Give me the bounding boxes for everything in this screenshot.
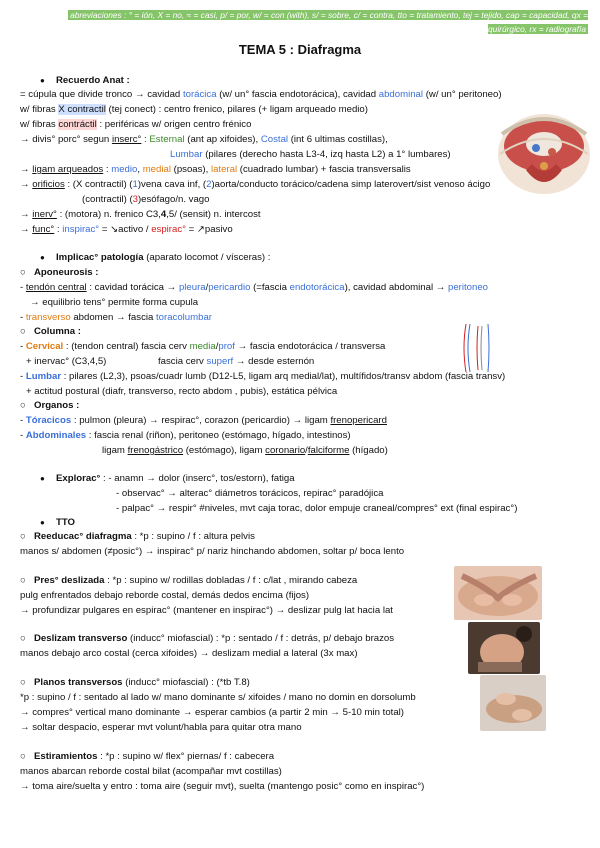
deslizam-line-2: manos debajo arco costal (cerca xifoides) → deslizam medial a lateral (3x max) (20, 648, 358, 659)
pres-deslizada-heading: ○ Pres° deslizada : *p : supino w/ rodillas dobladas / f : c/lat , mirando cabeza (34, 574, 357, 587)
tto-heading: ● TTO (56, 516, 75, 529)
recuerdo-line-7: → orificios : (X contractil) (1)vena cava inf, (2)aorta/conducto torácico/cadena simp laterovert/sist venoso ácigo (20, 179, 491, 190)
reeducac-heading: ○ Reeducac° diafragma : *p : supino / f : altura pelvis (34, 530, 255, 543)
planos-line-2: *p : supino / f : sentado al lado w/ mano dominante s/ xifoides / mano no domin en dorsolumb (20, 692, 416, 703)
organos-line-3: ligam frenogástrico (estómago), ligam coronario/falciforme (hígado) (102, 445, 388, 456)
recuerdo-heading: ● Recuerdo Anat : (56, 74, 130, 87)
abbreviations-legend: abreviaciones : ° = ión, X = no, ≈ = casi, p/ = por, w/ = con (with), s/ = sobre, c/ = contra, tto = tratamiento, tej = tejido, cap = capacidad, qx = quirúrgico, rx = radiografía (70, 10, 588, 34)
recuerdo-line-4: → divis° porc° segun inserc° : Esternal (ant ap xifoides), Costal (int 6 ultimas costillas), (20, 134, 388, 145)
columna-line-3: - Lumbar : pilares (L2,3), psoas/cuadr lumb (D12-L5, ligam arq medial/lat), multífidos/transv abdom (fascia transv) (20, 371, 506, 382)
reeducac-line-2: manos s/ abdomen (≠posic°) → inspirac° p/ nariz hinchando abdomen, soltar p/ boca lento (20, 546, 405, 557)
columna-line-4: + actitud postural (diafr, transverso, recto abdom , pubis), estática pélvica (26, 386, 338, 397)
implicac-heading: ● Implicac° patología (aparato locomot / vísceras) : (56, 251, 270, 264)
columna-line-2b: fascia cerv superf → desde esternón (158, 356, 315, 367)
columna-heading: ○ Columna : (34, 325, 81, 338)
planos-line-3: → compres° vertical mano dominante → esperar cambios (a partir 2 min → 5-10 min total) (20, 707, 404, 718)
recuerdo-line-2: w/ fibras X contractil (tej conect) : centro frenico, pilares (+ ligam arqueado medio) (20, 104, 368, 115)
pres-deslizada-line-2: pulg enfrentados debajo reborde costal, demás dedos encima (fijos) (20, 590, 310, 601)
planos-line-4: → soltar despacio, esperar mvt volunt/habla para quitar otra mano (20, 722, 302, 733)
deslizam-heading: ○ Deslizam transverso (inducc° miofascial) : *p : sentado / f : detrás, p/ debajo brazos (34, 632, 394, 645)
aponeurosis-heading: ○ Aponeurosis : (34, 266, 99, 279)
fascia-sketch (458, 322, 498, 374)
recuerdo-line-6: → ligam arqueados : medio, medial (psoas), lateral (cuadrado lumbar) + fascia transversalis (20, 164, 411, 175)
organos-line-2: - Abdominales : fascia renal (riñon), peritoneo (estómago, hígado, intestinos) (20, 430, 351, 441)
recuerdo-line-8: (contractil) (3)esófago/n. vago (82, 194, 210, 205)
aponeurosis-line-2: → equilibrio tens° permite forma cupula (30, 297, 199, 308)
explorac-line-2: - observac° → alterac° diámetros torácicos, repirac° paradójica (116, 488, 384, 499)
aponeurosis-line-1: - tendón central : cavidad torácica → pleura/pericardio (=fascia endotorácica), cavidad abdominal → peritoneo (20, 282, 489, 293)
columna-line-1: - Cervical : (tendon central) fascia cerv media/prof → fascia endotorácica / transversa (20, 341, 386, 352)
estiramientos-line-2: manos abarcan reborde costal bilat (acompañar mvt costillas) (20, 766, 282, 777)
estiramientos-heading: ○ Estiramientos : *p : supino w/ flex° piernas/ f : cabecera (34, 750, 274, 763)
recuerdo-line-5: Lumbar (pilares (derecho hasta L3-4, izq hasta L2) a 1° lumbares) (170, 149, 451, 160)
pres-deslizada-photo (454, 566, 542, 620)
organos-heading: ○ Organos : (34, 399, 79, 412)
columna-line-2a: + inervac° (C3,4,5) (26, 356, 107, 367)
explorac-heading: ● Explorac° : - anamn → dolor (inserc°, tos/estorn), fatiga (56, 472, 295, 485)
aponeurosis-line-3: - transverso abdomen → fascia toracolumbar (20, 312, 212, 323)
page-title: TEMA 5 : Diafragma (238, 42, 362, 57)
deslizam-photo (468, 622, 540, 674)
planos-heading: ○ Planos transversos (inducc° miofascial) : (*tb T.8) (34, 676, 250, 689)
organos-line-1: - Tóracicos : pulmon (pleura) → respirac°, corazon (pericardio) → ligam frenopericard (20, 415, 387, 426)
recuerdo-line-1: = cúpula que divide tronco → cavidad torácica (w/ un° fascia endotorácica), cavidad abdominal (w/ un° peritoneo) (20, 89, 502, 100)
recuerdo-line-9: → inerv° : (motora) n. frenico C3,4,5/ (sensit) n. intercost (20, 209, 261, 220)
diaphragm-anatomy-illustration (496, 104, 592, 200)
planos-photo (480, 675, 546, 731)
estiramientos-line-3: → toma aire/suelta y entro : toma aire (seguir mvt), suelta (mantengo posic° como en inspirac°) (20, 781, 425, 792)
recuerdo-line-3: w/ fibras contráctil : periféricas w/ origen centro frénico (20, 119, 252, 130)
recuerdo-line-10: → func° : inspirac° = ↘activo / espirac° = ↗pasivo (20, 224, 233, 235)
pres-deslizada-line-3: → profundizar pulgares en espirac° (mantener en inspirac°) → deslizar pulg lat hacia lat (20, 605, 393, 616)
explorac-line-3: - palpac° → respir° #niveles, mvt caja torac, dolor empuje craneal/compres° ext (final espirac°) (116, 503, 518, 514)
